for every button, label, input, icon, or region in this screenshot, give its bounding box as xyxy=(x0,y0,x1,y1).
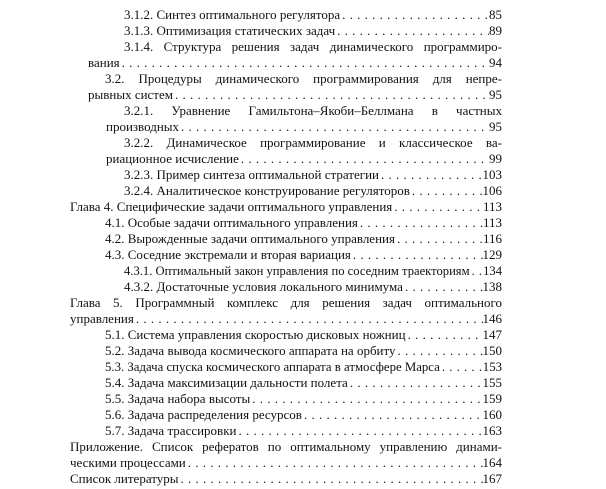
dot-leader xyxy=(348,375,483,391)
toc-entry-title-line2: производных xyxy=(106,119,180,134)
toc-entry-page: 129 xyxy=(482,247,502,262)
toc-entry-page: 89 xyxy=(489,23,502,38)
toc-entry-page: 147 xyxy=(482,327,502,342)
toc-entry xyxy=(105,375,502,391)
toc-entry-page: 99 xyxy=(489,151,502,166)
toc-entry-title-line2: риационное исчисление xyxy=(106,151,239,166)
toc-entry xyxy=(70,199,502,215)
toc-entry xyxy=(88,87,502,103)
toc-entry xyxy=(105,343,502,359)
toc-entry-title: 4.3. Соседние экстремали и вторая вариация xyxy=(105,247,351,262)
toc-entry-page: 159 xyxy=(482,391,502,406)
toc-entry xyxy=(70,311,502,327)
toc-entry-title: 5.3. Задача спуска космического аппарата в атмосфере Марса xyxy=(105,360,440,374)
toc-entry xyxy=(70,471,502,487)
toc-entry xyxy=(105,327,502,343)
toc-entry xyxy=(105,231,502,247)
toc-entry-title-line2: рывных систем xyxy=(88,87,173,102)
toc-entry xyxy=(106,119,502,135)
toc-entry xyxy=(106,151,502,167)
toc-entry-title: 3.1.3. Оптимизация статических задач xyxy=(124,23,336,38)
dot-leader xyxy=(470,263,484,279)
toc-entry-page: 95 xyxy=(489,119,502,134)
toc-entry xyxy=(124,7,502,23)
toc-entry-title-line2: ческими процессами xyxy=(70,455,186,470)
dot-leader xyxy=(395,231,483,247)
dot-leader xyxy=(440,359,483,375)
toc-entry xyxy=(105,215,502,231)
toc-entry-page: 116 xyxy=(482,231,502,246)
dot-leader xyxy=(179,119,489,135)
toc-entry-title: 5.7. Задача трассировки xyxy=(105,423,237,438)
toc-entry-title: 5.5. Задача набора высоты xyxy=(105,391,251,406)
toc-entry-page: 155 xyxy=(482,375,502,390)
dot-leader xyxy=(335,23,489,39)
dot-leader xyxy=(173,87,489,103)
toc-entry-page: 138 xyxy=(482,279,502,294)
dot-leader xyxy=(239,151,489,167)
dot-leader xyxy=(186,455,483,471)
toc-entry-title: 3.2.3. Пример синтеза оптимальной стратегии xyxy=(124,167,379,182)
dot-leader xyxy=(351,247,483,263)
toc-entry-title-line1: 3.2.2. Динамическое программирование и классическое ва- xyxy=(124,135,502,150)
toc-entry xyxy=(105,359,502,375)
toc-entry-title: 4.3.1. Оптимальный закон управления по соседним траекториям xyxy=(124,264,470,278)
dot-leader xyxy=(406,327,483,343)
toc-entry-title-line1: 3.2. Процедуры динамического программирования для непре- xyxy=(105,71,502,86)
dot-leader xyxy=(358,215,483,231)
toc-entry xyxy=(124,183,502,199)
toc-entry xyxy=(88,55,502,71)
toc-entry-page: 94 xyxy=(489,55,502,70)
dot-leader xyxy=(236,423,482,439)
toc-entry-page: 113 xyxy=(482,199,502,214)
toc-entry-title-line2: управления xyxy=(70,311,134,326)
toc-entry-page: 153 xyxy=(482,360,502,374)
toc-entry-page: 103 xyxy=(482,167,502,182)
toc-entry-page: 163 xyxy=(482,423,502,438)
toc-entry-title: 5.1. Система управления скоростью дисковых ножниц xyxy=(105,327,406,342)
toc-entry xyxy=(70,455,502,471)
toc-entry-title-line1: Глава 5. Программный комплекс для решения задач оптимального xyxy=(70,295,502,310)
dot-leader xyxy=(120,55,489,71)
dot-leader xyxy=(396,343,483,359)
toc-entry-page: 164 xyxy=(482,455,502,470)
toc-entry xyxy=(105,247,502,263)
toc-entry-page: 106 xyxy=(482,183,502,198)
toc-entry-title: Глава 4. Специфические задачи оптимального управления xyxy=(70,199,393,214)
toc-entry-title-line1: Приложение. Список рефератов по оптимальному управлению динами- xyxy=(70,439,502,454)
dot-leader xyxy=(379,167,483,183)
toc-entry-title: 5.4. Задача максимизации дальности полета xyxy=(105,375,348,390)
toc-entry-title: Список литературы xyxy=(70,471,179,486)
toc-entry xyxy=(124,167,502,183)
toc-entry xyxy=(124,263,502,279)
toc-entry-page: 134 xyxy=(483,264,502,278)
toc-entry-title: 3.2.4. Аналитическое конструирование регуляторов xyxy=(124,183,410,198)
dot-leader xyxy=(392,199,483,215)
toc-entry-title: 3.1.2. Синтез оптимального регулятора xyxy=(124,7,341,22)
toc-entry-title: 5.2. Задача вывода космического аппарата на орбиту xyxy=(105,343,396,358)
toc-entry-title: 5.6. Задача распределения ресурсов xyxy=(105,407,302,422)
toc-entry xyxy=(105,407,502,423)
toc-entry xyxy=(105,423,502,439)
dot-leader xyxy=(134,311,483,327)
dot-leader xyxy=(403,279,483,295)
dot-leader xyxy=(179,471,483,487)
toc-entry xyxy=(124,23,502,39)
toc-entry-page: 85 xyxy=(489,7,502,22)
toc-entry-page: 150 xyxy=(482,343,502,358)
toc-entry-page: 113 xyxy=(482,215,502,230)
toc-entry xyxy=(105,391,502,407)
toc-entry-page: 167 xyxy=(482,471,502,486)
toc-entry-title-line1: 3.2.1. Уравнение Гамильтона–Якоби–Беллмана в частных xyxy=(124,103,502,118)
toc-entry-page: 95 xyxy=(489,87,502,102)
dot-leader xyxy=(250,391,482,407)
toc-entry-title-line2: вания xyxy=(88,55,120,70)
dot-leader xyxy=(410,183,483,199)
toc-entry xyxy=(124,279,502,295)
toc-entry-title: 4.1. Особые задачи оптимального управления xyxy=(105,215,358,230)
toc-entry-page: 146 xyxy=(482,311,502,326)
toc-entry-title-line1: 3.1.4. Структура решения задач динамического программиро- xyxy=(124,39,502,54)
dot-leader xyxy=(302,407,483,423)
toc-entry-title: 4.3.2. Достаточные условия локального минимума xyxy=(124,279,403,294)
dot-leader xyxy=(340,7,489,23)
toc-entry-title: 4.2. Вырожденные задачи оптимального управления xyxy=(105,231,395,246)
toc-entry-page: 160 xyxy=(482,407,502,422)
